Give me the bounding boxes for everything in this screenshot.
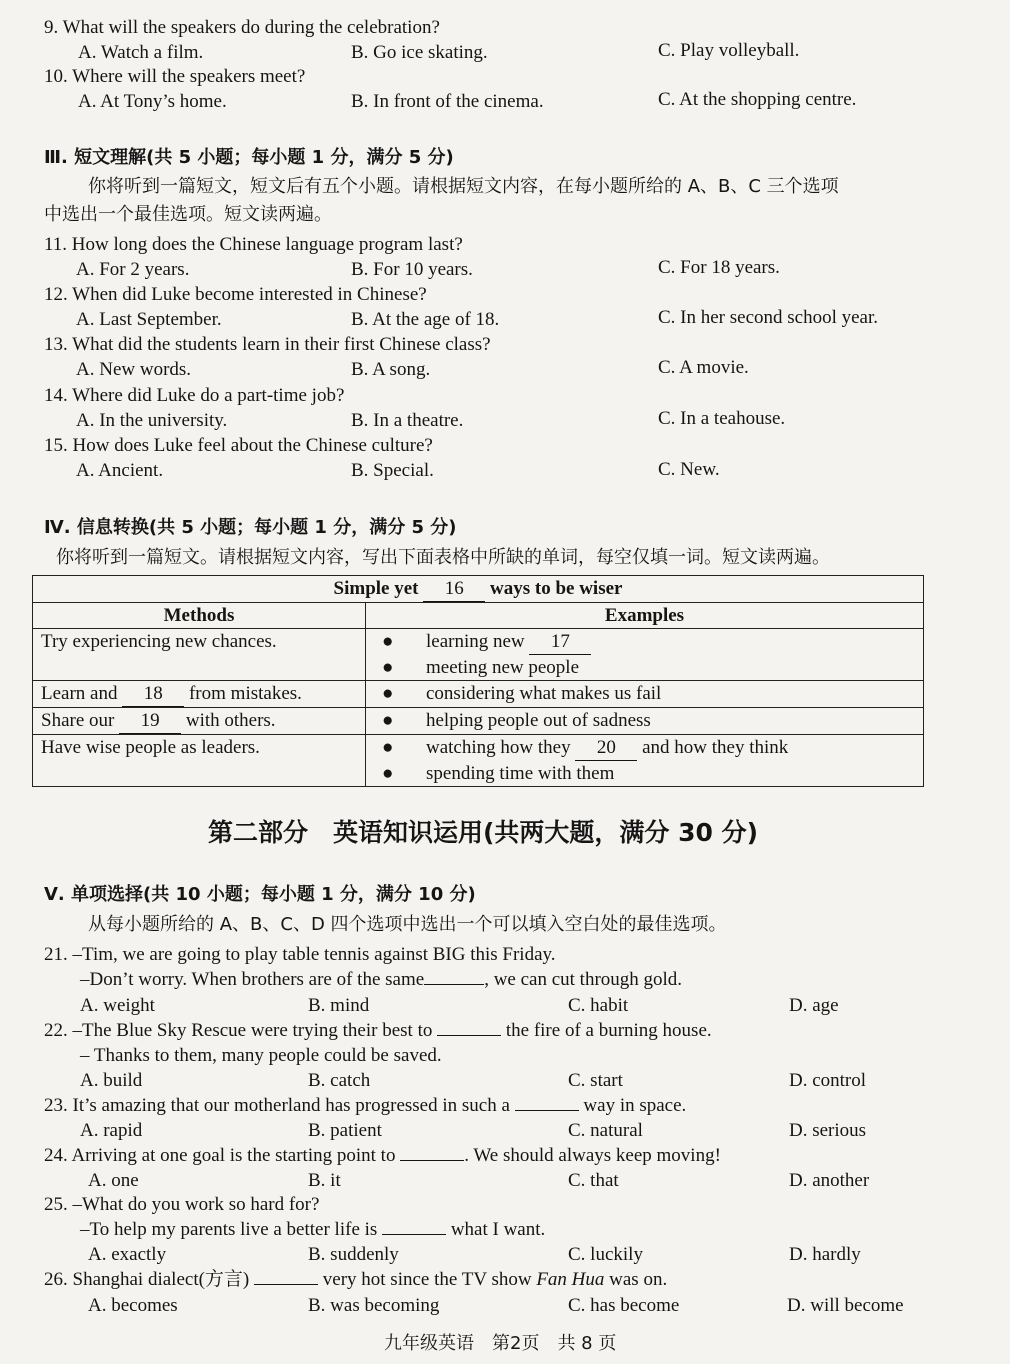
question-15-stem: 15. How does Luke feel about the Chinese culture? bbox=[44, 435, 433, 456]
q11-option-b: B. For 10 years. bbox=[351, 259, 473, 280]
question-13-stem: 13. What did the students learn in their first Chinese class? bbox=[44, 334, 491, 355]
q23-text-post: way in space. bbox=[583, 1095, 687, 1116]
information-table bbox=[32, 575, 924, 787]
blank-19: 19 bbox=[119, 708, 181, 734]
q21-blank bbox=[424, 984, 484, 985]
page-footer: 九年级英语 第2页 共 8 页 bbox=[384, 1333, 617, 1354]
table-row bbox=[33, 681, 924, 708]
question-22-line1 bbox=[44, 1021, 712, 1040]
q24-option-b: B. it bbox=[308, 1170, 341, 1191]
q21-option-d: D. age bbox=[789, 995, 839, 1016]
q23-option-c: C. natural bbox=[568, 1120, 643, 1141]
question-26-line1 bbox=[44, 1270, 667, 1289]
q22-option-c: C. start bbox=[568, 1070, 623, 1091]
q13-option-b: B. A song. bbox=[351, 359, 431, 380]
bullet-icon: ● bbox=[382, 631, 394, 652]
q21-option-c: C. habit bbox=[568, 995, 629, 1016]
method-text: Share our bbox=[41, 710, 115, 731]
question-21-line1: 21. –Tim, we are going to play table tennis against BIG this Friday. bbox=[44, 944, 556, 965]
q22-blank bbox=[437, 1035, 501, 1036]
example-text: helping people out of sadness bbox=[426, 710, 651, 731]
q24-text-pre: 24. Arriving at one goal is the starting point to bbox=[44, 1145, 396, 1166]
bullet-icon: ● bbox=[382, 737, 394, 758]
q9-option-b: B. Go ice skating. bbox=[351, 42, 488, 63]
q14-option-b: B. In a theatre. bbox=[351, 410, 464, 431]
table-title-pre: Simple yet bbox=[333, 578, 419, 599]
blank-17: 17 bbox=[529, 629, 591, 655]
method-text: with others. bbox=[185, 710, 276, 731]
q24-text-post: . We should always keep moving! bbox=[464, 1145, 721, 1166]
q22-text-post: the fire of a burning house. bbox=[505, 1020, 712, 1041]
q14-option-a: A. In the university. bbox=[76, 410, 228, 431]
example-text: considering what makes us fail bbox=[426, 683, 662, 704]
column-header-methods: Methods bbox=[33, 603, 366, 629]
question-22-line2: – Thanks to them, many people could be saved. bbox=[80, 1045, 442, 1066]
q26-option-c: C. has become bbox=[568, 1295, 680, 1316]
q25-blank bbox=[382, 1234, 446, 1235]
question-24-line1 bbox=[44, 1146, 721, 1165]
question-9-stem: 9. What will the speakers do during the celebration? bbox=[44, 17, 440, 38]
table-title-post: ways to be wiser bbox=[490, 578, 623, 599]
example-text: learning new bbox=[426, 631, 525, 652]
q23-blank bbox=[515, 1110, 579, 1111]
q23-option-d: D. serious bbox=[789, 1120, 867, 1141]
q26-option-d: D. will become bbox=[787, 1295, 904, 1316]
q11-option-c: C. For 18 years. bbox=[658, 257, 780, 278]
q26-show-title: Fan Hua bbox=[536, 1269, 605, 1290]
blank-20: 20 bbox=[575, 735, 637, 761]
table-row bbox=[33, 629, 924, 681]
q21-option-b: B. mind bbox=[308, 995, 370, 1016]
q15-option-b: B. Special. bbox=[351, 460, 434, 481]
q25-option-c: C. luckily bbox=[568, 1244, 643, 1265]
q11-option-a: A. For 2 years. bbox=[76, 259, 190, 280]
question-25-line2 bbox=[80, 1220, 545, 1239]
section-3-title: Ⅲ. 短文理解(共 5 小题；每小题 1 分，满分 5 分) bbox=[44, 147, 454, 168]
example-cell bbox=[366, 735, 924, 787]
question-10-stem: 10. Where will the speakers meet? bbox=[44, 66, 306, 87]
method-cell bbox=[33, 708, 366, 735]
q12-option-a: A. Last September. bbox=[76, 309, 222, 330]
example-cell bbox=[366, 708, 924, 735]
bullet-icon: ● bbox=[382, 763, 394, 784]
bullet-icon: ● bbox=[382, 683, 394, 704]
question-14-stem: 14. Where did Luke do a part-time job? bbox=[44, 385, 345, 406]
q10-option-b: B. In front of the cinema. bbox=[351, 91, 544, 112]
section-4-title: Ⅳ. 信息转换(共 5 小题；每小题 1 分，满分 5 分) bbox=[44, 517, 457, 538]
q12-option-c: C. In her second school year. bbox=[658, 307, 879, 328]
q9-option-a: A. Watch a film. bbox=[78, 42, 204, 63]
q25-option-b: B. suddenly bbox=[308, 1244, 399, 1265]
example-text: spending time with them bbox=[426, 763, 615, 784]
q22-option-a: A. build bbox=[80, 1070, 143, 1091]
table-row bbox=[33, 735, 924, 787]
q26-text-mid: very hot since the TV show bbox=[322, 1269, 532, 1290]
q26-option-b: B. was becoming bbox=[308, 1295, 440, 1316]
example-text: watching how they bbox=[426, 737, 571, 758]
method-cell: Try experiencing new chances. bbox=[33, 629, 366, 681]
method-cell: Have wise people as leaders. bbox=[33, 735, 366, 787]
table-title bbox=[33, 576, 924, 603]
section-3-instruction-line1: 你将听到一篇短文，短文后有五个小题。请根据短文内容，在每小题所给的 A、B、C 三个选项 bbox=[88, 176, 839, 197]
question-23-line1 bbox=[44, 1096, 686, 1115]
q22-option-d: D. control bbox=[789, 1070, 867, 1091]
example-text: meeting new people bbox=[426, 657, 580, 678]
q15-option-c: C. New. bbox=[658, 459, 720, 480]
section-3-instruction-line2: 中选出一个最佳选项。短文读两遍。 bbox=[44, 204, 332, 225]
q25-text-pre: –To help my parents live a better life is bbox=[80, 1219, 378, 1240]
q24-option-a: A. one bbox=[88, 1170, 139, 1191]
q21-text-pre: –Don’t worry. When brothers are of the same bbox=[80, 969, 425, 990]
q21-text-post: , we can cut through gold. bbox=[484, 969, 683, 990]
method-cell bbox=[33, 681, 366, 708]
q15-option-a: A. Ancient. bbox=[76, 460, 164, 481]
q25-text-post: what I want. bbox=[450, 1219, 546, 1240]
column-header-examples: Examples bbox=[366, 603, 924, 629]
q13-option-c: C. A movie. bbox=[658, 357, 749, 378]
question-12-stem: 12. When did Luke become interested in Chinese? bbox=[44, 284, 427, 305]
blank-16: 16 bbox=[423, 576, 485, 602]
q25-option-a: A. exactly bbox=[88, 1244, 167, 1265]
q26-option-a: A. becomes bbox=[88, 1295, 178, 1316]
q25-option-d: D. hardly bbox=[789, 1244, 861, 1265]
q26-blank bbox=[254, 1284, 318, 1285]
example-text: and how they think bbox=[642, 737, 789, 758]
q10-option-c: C. At the shopping centre. bbox=[658, 89, 857, 110]
q23-text-pre: 23. It’s amazing that our motherland has progressed in such a bbox=[44, 1095, 510, 1116]
q26-text-post: was on. bbox=[609, 1269, 668, 1290]
section-4-instruction: 你将听到一篇短文。请根据短文内容，写出下面表格中所缺的单词，每空仅填一词。短文读两遍。 bbox=[56, 547, 830, 568]
part-2-title: 第二部分 英语知识运用(共两大题，满分 30 分) bbox=[208, 818, 759, 847]
q14-option-c: C. In a teahouse. bbox=[658, 408, 786, 429]
method-text: Learn and bbox=[41, 683, 118, 704]
bullet-icon: ● bbox=[382, 710, 394, 731]
q13-option-a: A. New words. bbox=[76, 359, 192, 380]
section-5-instruction: 从每小题所给的 A、B、C、D 四个选项中选出一个可以填入空白处的最佳选项。 bbox=[88, 914, 727, 935]
q10-option-a: A. At Tony’s home. bbox=[78, 91, 227, 112]
q22-text-pre: 22. –The Blue Sky Rescue were trying their best to bbox=[44, 1020, 433, 1041]
question-21-line2 bbox=[80, 970, 682, 989]
q23-option-b: B. patient bbox=[308, 1120, 382, 1141]
table-row bbox=[33, 708, 924, 735]
example-cell bbox=[366, 681, 924, 708]
question-11-stem: 11. How long does the Chinese language program last? bbox=[44, 234, 463, 255]
q22-option-b: B. catch bbox=[308, 1070, 371, 1091]
question-25-line1: 25. –What do you work so hard for? bbox=[44, 1194, 320, 1215]
blank-18: 18 bbox=[122, 681, 184, 707]
q23-option-a: A. rapid bbox=[80, 1120, 143, 1141]
example-cell bbox=[366, 629, 924, 681]
q26-text-pre: 26. Shanghai dialect(方言) bbox=[44, 1269, 250, 1290]
q24-option-c: C. that bbox=[568, 1170, 619, 1191]
q24-option-d: D. another bbox=[789, 1170, 870, 1191]
q12-option-b: B. At the age of 18. bbox=[351, 309, 500, 330]
bullet-icon: ● bbox=[382, 657, 394, 678]
q21-option-a: A. weight bbox=[80, 995, 155, 1016]
q24-blank bbox=[400, 1160, 464, 1161]
section-5-title: Ⅴ. 单项选择(共 10 小题；每小题 1 分，满分 10 分) bbox=[44, 884, 476, 905]
q9-option-c: C. Play volleyball. bbox=[658, 40, 800, 61]
method-text: from mistakes. bbox=[188, 683, 302, 704]
